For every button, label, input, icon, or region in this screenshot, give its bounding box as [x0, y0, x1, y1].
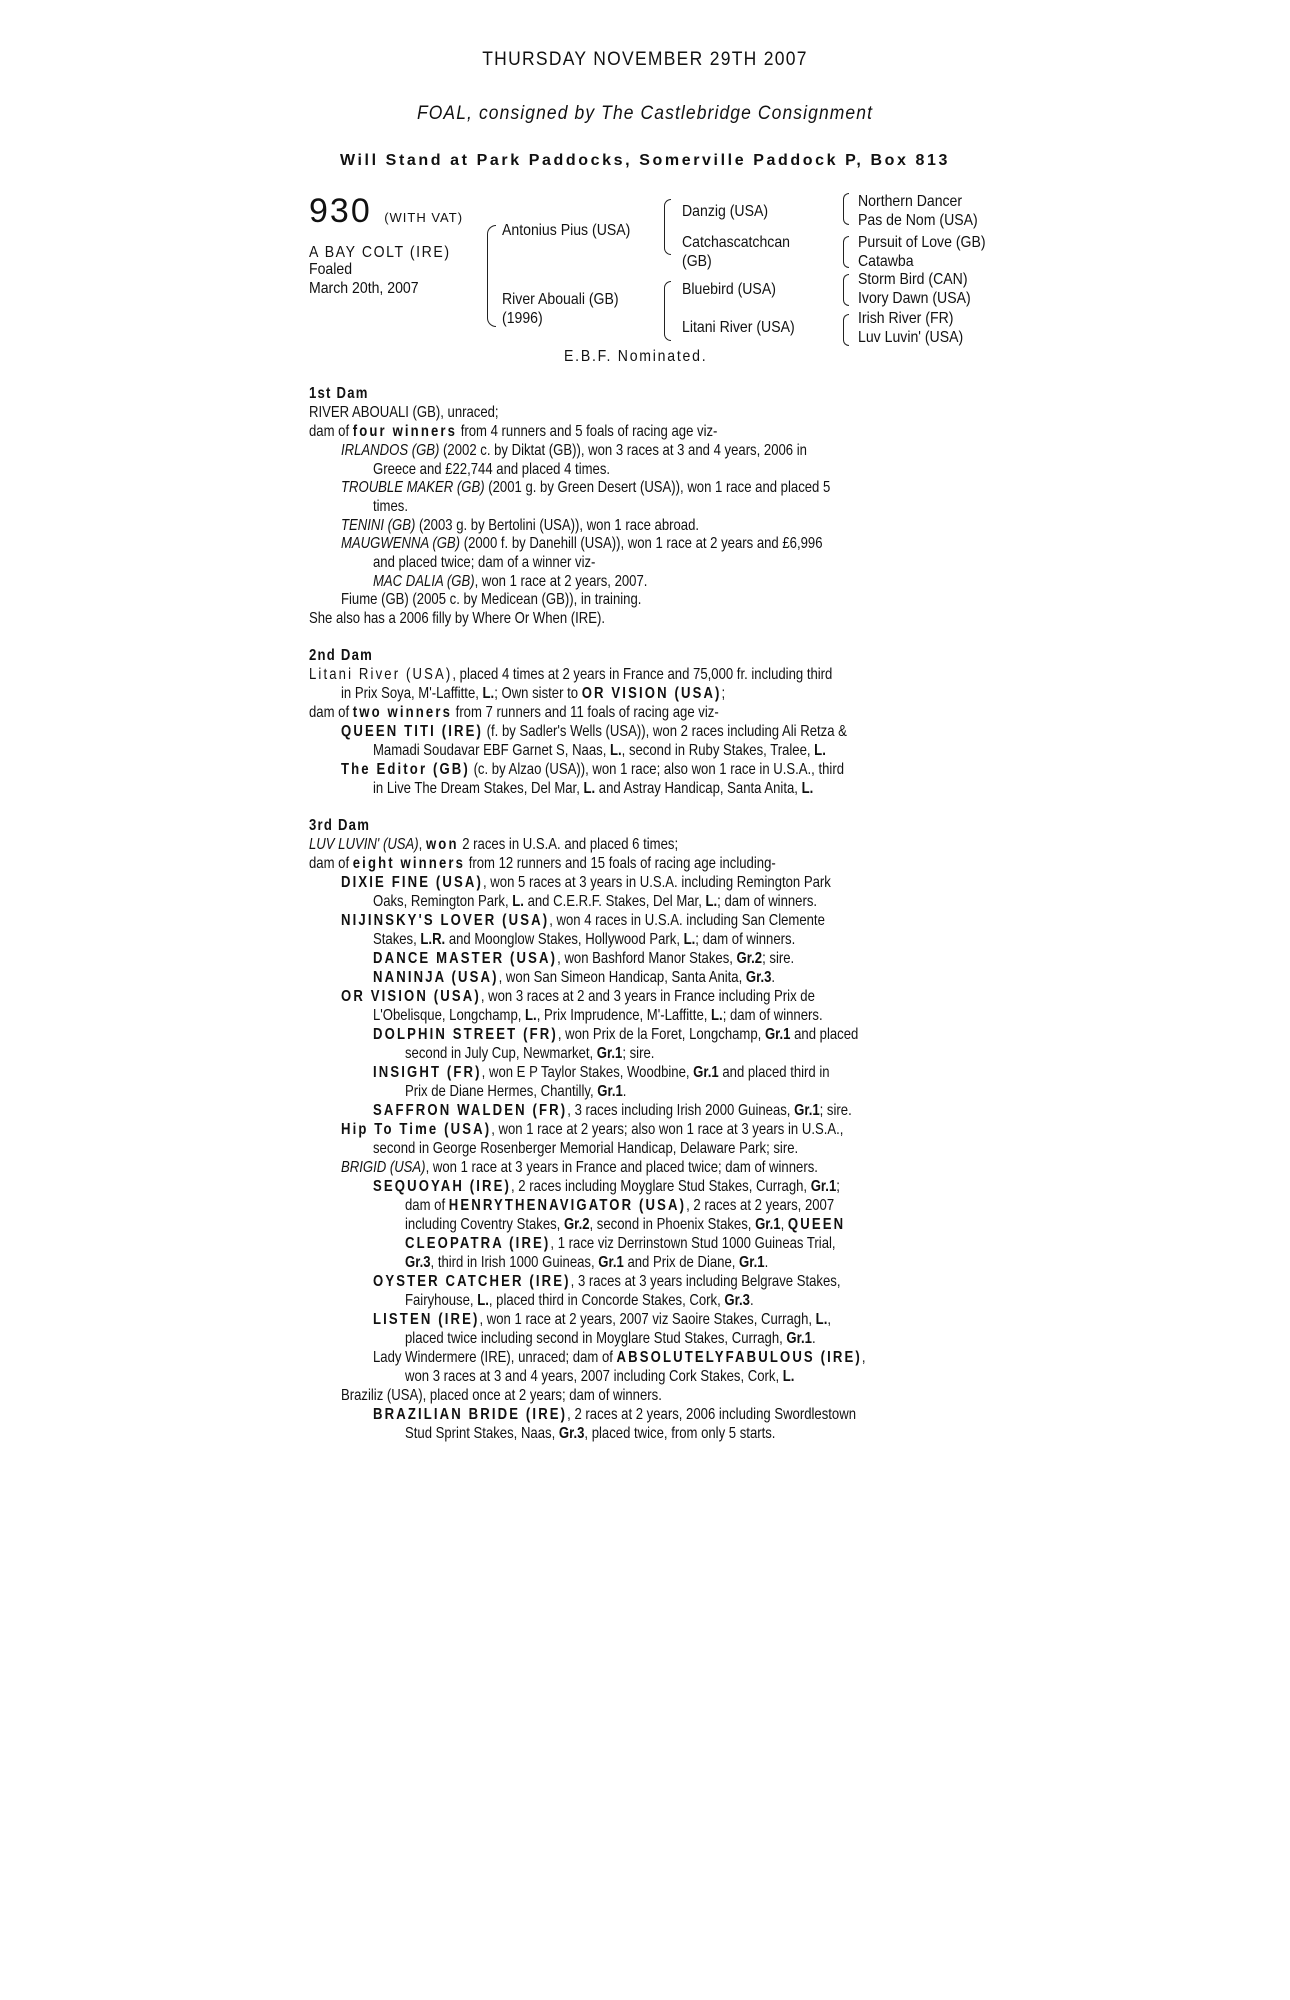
- third-dam-line: second in July Cup, Newmarket, Gr.1; sire.: [405, 1045, 655, 1062]
- third-dam-line: LISTEN (IRE), won 1 race at 2 years, 2007 viz Saoire Stakes, Curragh, L.,: [373, 1311, 831, 1328]
- g-brace-3: [843, 274, 849, 306]
- third-dam-line: BRIGID (USA), won 1 race at 3 years in France and placed twice; dam of winners.: [341, 1159, 818, 1176]
- third-dam-line: NANINJA (USA), won San Simeon Handicap, Santa Anita, Gr.3.: [373, 969, 776, 986]
- ancestor-5: Storm Bird (CAN): [858, 271, 968, 288]
- third-dam-line: Lady Windermere (IRE), unraced; dam of ABSOLUTELYFABULOUS (IRE),: [373, 1349, 866, 1366]
- third-dam-line: Stud Sprint Stakes, Naas, Gr.3, placed twice, from only 5 starts.: [405, 1425, 776, 1442]
- third-dam-line: OR VISION (USA), won 3 races at 2 and 3 years in France including Prix de: [341, 988, 815, 1005]
- second-dam-line: dam of two winners from 7 runners and 11 foals of racing age viz-: [309, 704, 719, 721]
- stand-location: Will Stand at Park Paddocks, Somerville Paddock P, Box 813: [339, 152, 951, 169]
- third-dam-line: Stakes, L.R. and Moonglow Stakes, Hollywood Park, L.; dam of winners.: [373, 931, 796, 948]
- g-brace-1: [843, 193, 849, 225]
- sire-sire: Danzig (USA): [682, 203, 769, 220]
- sire-brace: [664, 199, 671, 255]
- third-dam-line: DANCE MASTER (USA), won Bashford Manor Stakes, Gr.2; sire.: [373, 950, 795, 967]
- consignment-line: FOAL, consigned by The Castlebridge Consignment: [416, 103, 874, 124]
- first-dam-line: She also has a 2006 filly by Where Or When (IRE).: [309, 610, 606, 627]
- first-dam-line: TROUBLE MAKER (GB) (2001 g. by Green Desert (USA)), won 1 race and placed 5: [341, 479, 831, 496]
- first-dam-line: times.: [373, 498, 408, 515]
- lot-number-row: [309, 192, 463, 231]
- second-dam-line: Litani River (USA), placed 4 times at 2 years in France and 75,000 fr. including third: [309, 666, 833, 683]
- dam-name: River Abouali (GB): [502, 291, 619, 308]
- sire-dam-country: (GB): [682, 253, 712, 270]
- third-dam-line: NIJINSKY'S LOVER (USA), won 4 races in U.S.A. including San Clemente: [341, 912, 825, 929]
- foaled-label: Foaled: [309, 261, 353, 278]
- third-dam-line: dam of eight winners from 12 runners and 15 foals of racing age including-: [309, 855, 776, 872]
- second-dam-line: Mamadi Soudavar EBF Garnet S, Naas, L., second in Ruby Stakes, Tralee, L.: [373, 742, 826, 759]
- third-dam-line: BRAZILIAN BRIDE (IRE), 2 races at 2 years, 2006 including Swordlestown: [373, 1406, 856, 1423]
- ancestor-6: Ivory Dawn (USA): [858, 290, 971, 307]
- third-dam-line: Prix de Diane Hermes, Chantilly, Gr.1.: [405, 1083, 627, 1100]
- third-dam-line: including Coventry Stakes, Gr.2, second in Phoenix Stakes, Gr.1, QUEEN: [405, 1216, 846, 1233]
- ancestor-1: Northern Dancer: [858, 193, 963, 210]
- dam-sire: Bluebird (USA): [682, 281, 776, 298]
- third-dam-line: Braziliz (USA), placed once at 2 years; dam of winners.: [341, 1387, 662, 1404]
- sale-date: THURSDAY NOVEMBER 29TH 2007: [482, 49, 808, 70]
- second-dam-line: in Live The Dream Stakes, Del Mar, L. and Astray Handicap, Santa Anita, L.: [373, 780, 814, 797]
- foaled-date: March 20th, 2007: [309, 280, 419, 297]
- first-dam-line: MAC DALIA (GB), won 1 race at 2 years, 2007.: [373, 573, 648, 590]
- third-dam-line: DIXIE FINE (USA), won 5 races at 3 years in U.S.A. including Remington Park: [341, 874, 831, 891]
- first-dam-line: and placed twice; dam of a winner viz-: [373, 554, 596, 571]
- first-dam-line: Fiume (GB) (2005 c. by Medicean (GB)), in training.: [341, 591, 642, 608]
- first-dam-line: TENINI (GB) (2003 g. by Bertolini (USA)), won 1 race abroad.: [341, 517, 700, 534]
- third-dam-line: INSIGHT (FR), won E P Taylor Stakes, Woodbine, Gr.1 and placed third in: [373, 1064, 830, 1081]
- third-dam-line: Hip To Time (USA), won 1 race at 2 years; also won 1 race at 3 years in U.S.A.,: [341, 1121, 844, 1138]
- third-dam-line: won 3 races at 3 and 4 years, 2007 including Cork Stakes, Cork, L.: [405, 1368, 795, 1385]
- dam-dam: Litani River (USA): [682, 319, 795, 336]
- lot-number: 930: [309, 192, 372, 230]
- dam-year: (1996): [502, 310, 543, 327]
- first-dam-line: RIVER ABOUALI (GB), unraced;: [309, 404, 499, 421]
- sire-dam-name: Catchascatchcan: [682, 234, 791, 251]
- first-dam-line: dam of four winners from 4 runners and 5 foals of racing age viz-: [309, 423, 718, 440]
- third-dam-line: dam of HENRYTHENAVIGATOR (USA), 2 races at 2 years, 2007: [405, 1197, 835, 1214]
- g-brace-2: [843, 236, 849, 268]
- ancestor-3: Pursuit of Love (GB): [858, 234, 986, 251]
- third-dam-line: LUV LUVIN' (USA), won 2 races in U.S.A. and placed 6 times;: [309, 836, 679, 853]
- third-dam-line: Gr.3, third in Irish 1000 Guineas, Gr.1 and Prix de Diane, Gr.1.: [405, 1254, 769, 1271]
- third-dam-line: Fairyhouse, L., placed third in Concorde Stakes, Cork, Gr.3.: [405, 1292, 754, 1309]
- second-dam-line: in Prix Soya, M'-Laffitte, L.; Own sister to OR VISION (USA);: [341, 685, 726, 702]
- second-dam-line: The Editor (GB) (c. by Alzao (USA)), won 1 race; also won 1 race in U.S.A., third: [341, 761, 844, 778]
- third-dam-line: placed twice including second in Moyglare Stud Stakes, Curragh, Gr.1.: [405, 1330, 816, 1347]
- third-dam-line: SEQUOYAH (IRE), 2 races including Moyglare Stud Stakes, Curragh, Gr.1;: [373, 1178, 840, 1195]
- second-dam-line: QUEEN TITI (IRE) (f. by Sadler's Wells (USA)), won 2 races including Ali Retza &: [341, 723, 847, 740]
- third-dam-line: DOLPHIN STREET (FR), won Prix de la Foret, Longchamp, Gr.1 and placed: [373, 1026, 859, 1043]
- second-dam-heading: 2nd Dam: [309, 647, 374, 664]
- third-dam-line: Oaks, Remington Park, L. and C.E.R.F. Stakes, Del Mar, L.; dam of winners.: [373, 893, 818, 910]
- ancestor-4: Catawba: [858, 253, 914, 270]
- first-dam-line: IRLANDOS (GB) (2002 c. by Diktat (GB)), won 3 races at 3 and 4 years, 2006 in: [341, 442, 807, 459]
- ancestor-2: Pas de Nom (USA): [858, 212, 978, 229]
- third-dam-heading: 3rd Dam: [309, 817, 371, 834]
- first-dam-heading: 1st Dam: [309, 385, 369, 402]
- third-dam-line: SAFFRON WALDEN (FR), 3 races including Irish 2000 Guineas, Gr.1; sire.: [373, 1102, 852, 1119]
- third-dam-line: L'Obelisque, Longchamp, L., Prix Imprudence, M'-Laffitte, L.; dam of winners.: [373, 1007, 823, 1024]
- g-brace-4: [843, 314, 849, 346]
- ancestor-7: Irish River (FR): [858, 310, 954, 327]
- sire: Antonius Pius (USA): [502, 222, 631, 239]
- lot-description: A BAY COLT (IRE): [309, 244, 451, 261]
- third-dam-line: second in George Rosenberger Memorial Handicap, Delaware Park; sire.: [373, 1140, 799, 1157]
- first-dam-line: Greece and £22,744 and placed 4 times.: [373, 461, 611, 478]
- ancestor-8: Luv Luvin' (USA): [858, 329, 964, 346]
- third-dam-line: OYSTER CATCHER (IRE), 3 races at 3 years including Belgrave Stakes,: [373, 1273, 841, 1290]
- third-dam-line: CLEOPATRA (IRE), 1 race viz Derrinstown Stud 1000 Guineas Trial,: [405, 1235, 836, 1252]
- dam-brace: [664, 281, 671, 341]
- pedigree-brace: [487, 225, 496, 327]
- first-dam-line: MAUGWENNA (GB) (2000 f. by Danehill (USA)), won 1 race at 2 years and £6,996: [341, 535, 823, 552]
- ebf-nomination: E.B.F. Nominated.: [564, 348, 708, 365]
- vat-note: (WITH VAT): [384, 210, 464, 225]
